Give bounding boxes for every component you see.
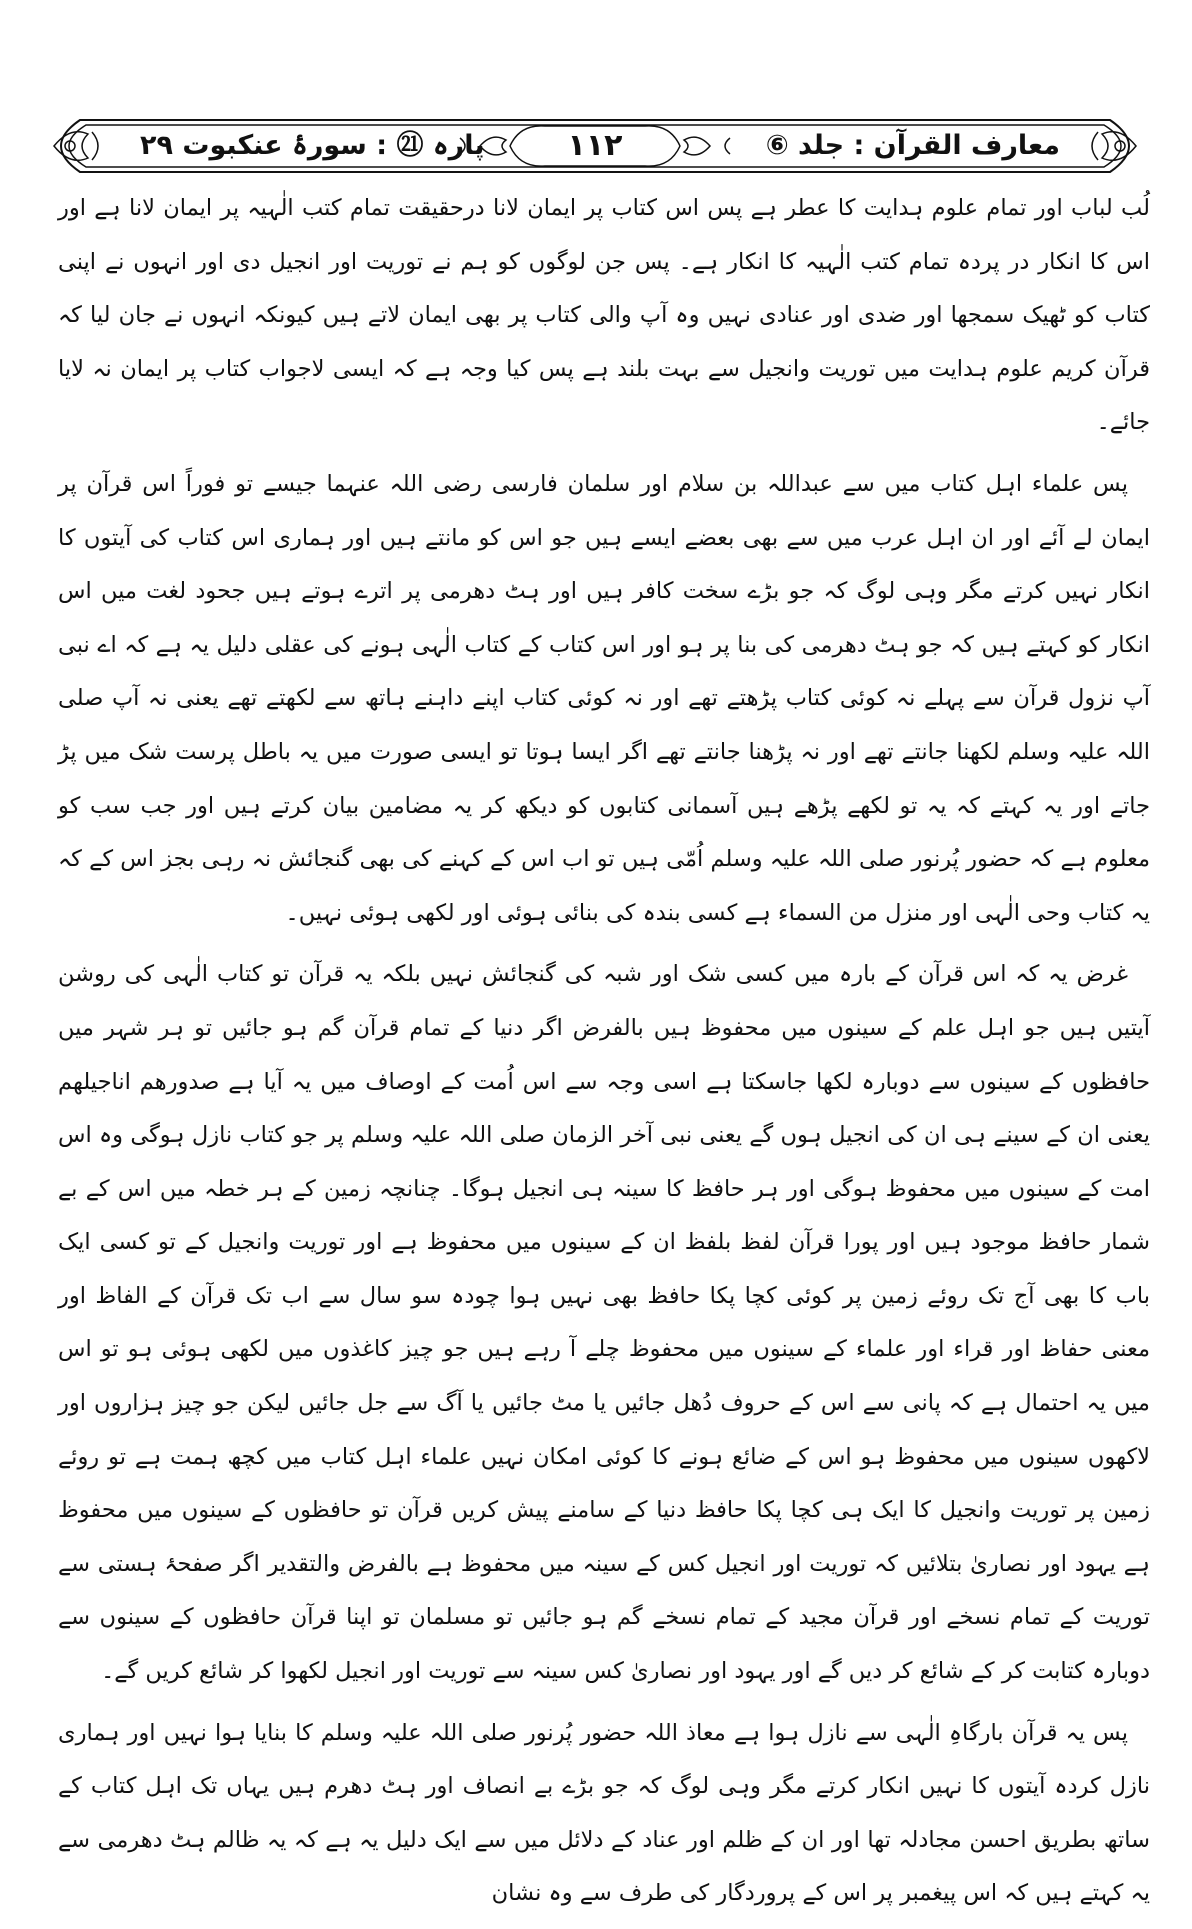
page-body	[58, 182, 1150, 1929]
paragraph: پس علماء اہل کتاب میں سے عبداللہ بن سلام اور سلمان فارسی رضی اللہ عنہما جیسے تو فوراً اس قرآن پر ایمان لے آئے اور ان اہل عرب میں سے بھی بعضے ایسے ہیں جو اس کو مانتے ہیں اور ہماری اس کتاب کی آیتوں کا انکار نہیں کرتے مگر وہی لوگ کہ جو بڑے سخت کافر ہیں اور ہٹ دھرمی پر اترے ہوتے ہیں جحود لغت میں اس انکار کو کہتے ہیں کہ جو ہٹ دھرمی کی بنا پر ہو اور اس کتاب کے کتاب الٰہی ہونے کی عقلی دلیل یہ ہے کہ اے نبی آپ نزول قرآن سے پہلے نہ کوئی کتاب پڑھتے تھے اور نہ کوئی کتاب اپنے داہنے ہاتھ سے لکھتے تھے یعنی نہ آپ صلی اللہ علیہ وسلم لکھنا جانتے تھے اور نہ پڑھنا جانتے تھے اگر ایسا ہوتا تو ایسی صورت میں یہ باطل پرست شک میں پڑ جاتے اور یہ کہتے کہ یہ تو لکھے پڑھے ہیں آسمانی کتابوں کو دیکھ کر یہ مضامین بیان کرتے ہیں اور جب سب کو معلوم ہے کہ حضور پُرنور صلی اللہ علیہ وسلم اُمّی ہیں تو اب اس کے کہنے کی بھی گنجائش نہ رہی بجز اس کے کہ یہ کتاب وحی الٰہی اور منزل من السماء ہے کسی بندہ کی بنائی ہوئی اور لکھی ہوئی نہیں۔	[58, 470, 1150, 926]
paragraph: لُب لباب اور تمام علوم ہدایت کا عطر ہے پس اس کتاب پر ایمان لانا درحقیقت تمام کتب الٰہیہ پر ایمان لانا ہے اور اس کا انکار در پردہ تمام کتب الٰہیہ کا انکار ہے۔ پس جن لوگوں کو ہم نے توریت اور انجیل دی اور انہوں نے اپنی کتاب کو ٹھیک سمجھا اور ضدی اور عنادی نہیں وہ آپ والی کتاب پر بھی ایمان لاتے ہیں کیونکہ انہوں نے جان لیا کہ قرآن کریم علوم ہدایت میں توریت وانجیل سے بہت بلند ہے پس کیا وجہ ہے کہ ایسی لاجواب کتاب پر ایمان نہ لایا جائے۔	[58, 195, 1150, 436]
paragraph: غرض یہ کہ اس قرآن کے بارہ میں کسی شک اور شبہ کی گنجائش نہیں بلکہ یہ قرآن تو کتاب الٰہی کی روشن آیتیں ہیں جو اہل علم کے سینوں میں محفوظ ہیں بالفرض اگر دنیا کے تمام قرآن گم ہو جائیں تو ہر شہر میں حافظوں کے سینوں سے دوبارہ لکھا جاسکتا ہے اسی وجہ سے اس اُمت کے اوصاف میں یہ آیا ہے صدورھم اناجیلھم یعنی ان کے سینے ہی ان کی انجیل ہوں گے یعنی نبی آخر الزمان صلی اللہ علیہ وسلم پر جو کتاب نازل ہوگی وہ اس امت کے سینوں میں محفوظ ہوگی اور ہر حافظ کا سینہ ہی انجیل ہوگا۔ چنانچہ زمین کے ہر خطہ میں اس کے بے شمار حافظ موجود ہیں اور پورا قرآن لفظ بلفظ ان کے سینوں میں محفوظ ہے اور توریت وانجیل کے تو کسی ایک باب کا بھی آج تک روئے زمین پر کوئی کچا پکا حافظ بھی نہیں ہوا چودہ سو سال سے اب تک قرآن کے الفاظ اور معنی حفاظ اور قراء اور علماء کے سینوں میں محفوظ چلے آ رہے ہیں جو چیز کاغذوں میں لکھی ہوئی ہو تو اس میں یہ احتمال ہے کہ پانی سے اس کے حروف دُھل جائیں یا مٹ جائیں یا آگ سے جل جائیں لیکن جو چیز ہزاروں اور لاکھوں سینوں میں محفوظ ہو اس کے ضائع ہونے کا کوئی امکان نہیں علماء اہل کتاب میں کچھ ہمت ہے تو روئے زمین پر توریت وانجیل کا ایک ہی کچا پکا حافظ دنیا کے سامنے پیش کریں قرآن تو حافظوں کے سینوں میں محفوظ ہے یہود اور نصاریٰ بتلائیں کہ توریت اور انجیل کس کے سینہ میں محفوظ ہے بالفرض والتقدیر اگر صفحۂ ہستی سے توریت کے تمام نسخے اور قرآن مجید کے تمام نسخے گم ہو جائیں تو مسلمان تو اپنا قرآن حافظوں کے سینوں سے دوبارہ کتابت کر کے شائع کر دیں گے اور یہود اور نصاریٰ کس سینہ سے توریت اور انجیل لکھوا کر شائع کریں گے۔	[58, 961, 1150, 1685]
paragraph: پس یہ قرآن بارگاہِ الٰہی سے نازل ہوا ہے معاذ اللہ حضور پُرنور صلی اللہ علیہ وسلم کا بنایا ہوا نہیں اور ہماری نازل کردہ آیتوں کا نہیں انکار کرتے مگر وہی لوگ کہ جو بڑے بے انصاف اور ہٹ دھرم ہیں یہاں تک اہل کتاب کے ساتھ بطریق احسن مجادلہ تھا اور ان کے ظلم اور عناد کے دلائل میں سے ایک دلیل یہ ہے کہ یہ ظالم ہٹ دھرمی سے یہ کہتے ہیں کہ اس پیغمبر پر اس کے پروردگار کی طرف سے وہ نشان	[58, 1719, 1150, 1907]
page-header	[40, 118, 1150, 174]
surah-info: پارہ ㉑ : سورۂ عنکبوت ۲۹	[140, 130, 485, 161]
book-title: معارف القرآن : جلد ⑥	[765, 130, 1060, 161]
page-number: ۱۱۲	[567, 128, 623, 163]
